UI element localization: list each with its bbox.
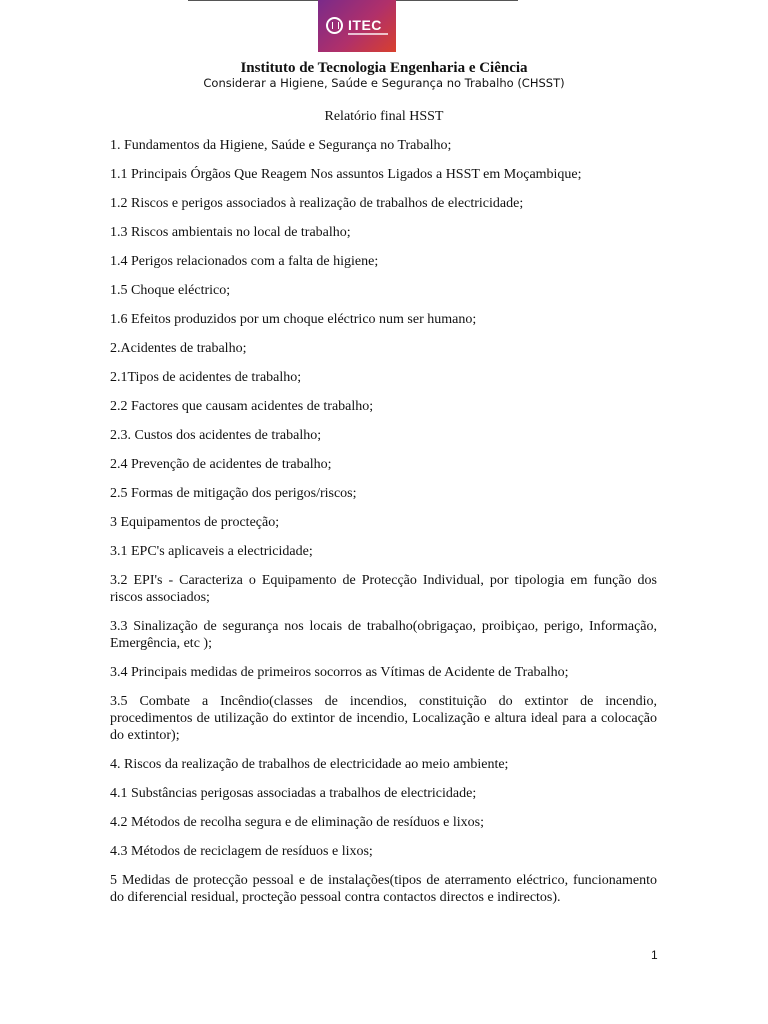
topic-item: 3.2 EPI's - Caracteriza o Equipamento de Protecção Individual, por tipologia em função dos riscos associados; (110, 573, 657, 605)
topic-item: 3.5 Combate a Incêndio(classes de incendios, constituição do extintor de incendio, procedimentos de utilização do extintor de incendio, Localização e altura ideal para a colocação do extintor); (110, 694, 657, 743)
topic-item: 1.2 Riscos e perigos associados à realização de trabalhos de electricidade; (110, 196, 524, 211)
topic-item: 1.1 Principais Órgãos Que Reagem Nos assuntos Ligados a HSST em Moçambique; (110, 167, 582, 182)
topic-item: 3.3 Sinalização de segurança nos locais de trabalho(obrigaçao, proibiçao, perigo, Informação, Emergência, etc ); (110, 619, 657, 651)
topic-item: 3 Equipamentos de procteção; (110, 515, 280, 530)
topic-item: 2.5 Formas de mitigação dos perigos/riscos; (110, 486, 357, 501)
topic-item: 1. Fundamentos da Higiene, Saúde e Segurança no Trabalho; (110, 138, 452, 153)
topic-item: 4.3 Métodos de reciclagem de resíduos e lixos; (110, 844, 373, 859)
topic-item: 1.6 Efeitos produzidos por um choque eléctrico num ser humano; (110, 312, 477, 327)
topic-item: 2.1Tipos de acidentes de trabalho; (110, 370, 302, 385)
institute-name: Instituto de Tecnologia Engenharia e Ciência (240, 60, 528, 76)
topic-item: 1.3 Riscos ambientais no local de trabalho; (110, 225, 351, 240)
topic-item: 1.4 Perigos relacionados com a falta de higiene; (110, 254, 379, 269)
topic-item: 2.2 Factores que causam acidentes de trabalho; (110, 399, 374, 414)
topic-item: 4. Riscos da realização de trabalhos de electricidade ao meio ambiente; (110, 757, 509, 772)
topic-item: 5 Medidas de protecção pessoal e de instalações(tipos de aterramento eléctrico, funcionamento do diferencial residual, procteção pessoal contra contactos directos e indirectos). (110, 873, 657, 905)
topic-item: 2.Acidentes de trabalho; (110, 341, 247, 356)
topic-item: 1.5 Choque eléctrico; (110, 283, 231, 298)
logo-underline (348, 33, 388, 35)
topic-item: 2.3. Custos dos acidentes de trabalho; (110, 428, 322, 443)
topic-list (110, 137, 657, 918)
logo-text: ITEC (348, 17, 382, 33)
emblem-icon (326, 17, 343, 34)
topic-item: 3.4 Principais medidas de primeiros socorros as Vítimas de Acidente de Trabalho; (110, 665, 569, 680)
itec-logo (318, 0, 396, 52)
page-number: 1 (651, 948, 658, 962)
topic-item: 4.2 Métodos de recolha segura e de eliminação de resíduos e lixos; (110, 815, 484, 830)
topic-item: 4.1 Substâncias perigosas associadas a trabalhos de electricidade; (110, 786, 477, 801)
topic-item: 3.1 EPC's aplicaveis a electricidade; (110, 544, 313, 559)
course-subtitle: Considerar a Higiene, Saúde e Segurança no Trabalho (CHSST) (203, 76, 565, 90)
document-title: Relatório final HSST (324, 109, 444, 124)
topic-item: 2.4 Prevenção de acidentes de trabalho; (110, 457, 332, 472)
